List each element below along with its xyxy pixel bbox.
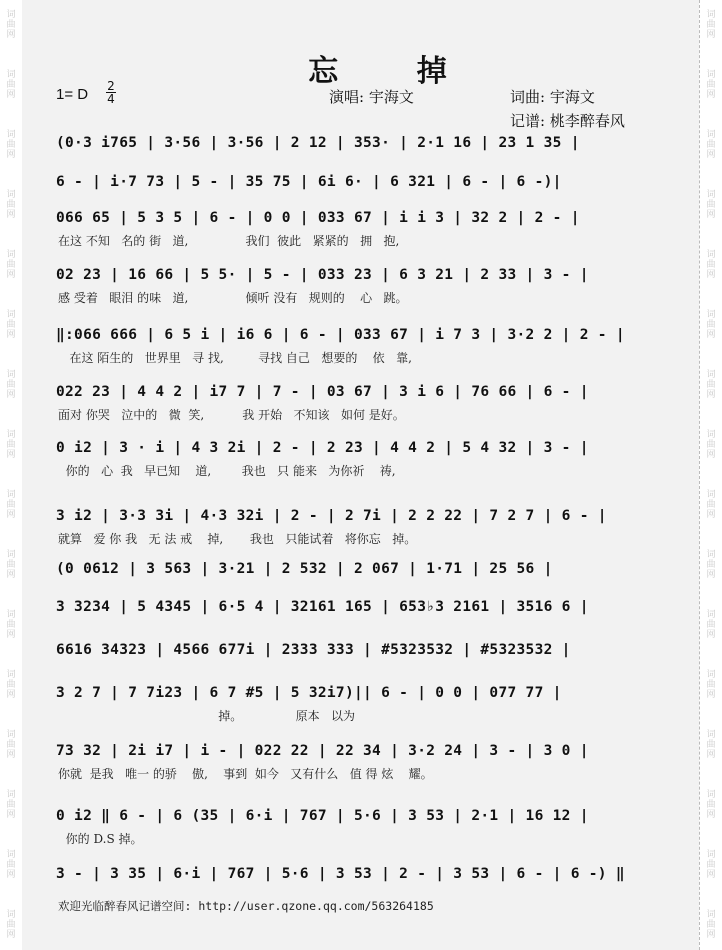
watermark-char: 曲 [706, 680, 716, 690]
watermark-char: 网 [6, 510, 16, 520]
watermark-char: 词 [6, 310, 16, 320]
watermark-char: 网 [706, 510, 716, 520]
lyric-line: 你就 是我 唯一 的骄 傲, 事到 如今 又有什么 值 得 炫 耀。 [58, 767, 433, 781]
footer-credit: 欢迎光临醉春风记谱空间: http://user.qzone.qq.com/563264185 [58, 899, 434, 913]
watermark-char: 曲 [706, 560, 716, 570]
watermark-text [700, 310, 722, 340]
notation-line: (0·3 i765 | 3·56 | 3·56 | 2 12 | 353· | 2·1 16 | 23 1 35 | [56, 135, 580, 151]
watermark-text [700, 850, 722, 880]
notation-line: 6616 34323 | 4566 677i | 2333 333 | #5323532 | #5323532 | [56, 642, 571, 658]
watermark-char: 网 [706, 450, 716, 460]
watermark-char: 网 [6, 750, 16, 760]
watermark-text [0, 10, 22, 40]
watermark-char: 曲 [706, 80, 716, 90]
watermark-char: 网 [706, 930, 716, 940]
watermark-text [700, 910, 722, 940]
song-title: 忘 掉 [308, 54, 481, 89]
watermark-char: 词 [6, 430, 16, 440]
watermark-char: 网 [706, 390, 716, 400]
watermark-char: 曲 [706, 380, 716, 390]
watermark-char: 网 [6, 570, 16, 580]
watermark-char: 曲 [6, 680, 16, 690]
watermark-char: 词 [6, 730, 16, 740]
watermark-char: 网 [706, 330, 716, 340]
score-sheet [22, 0, 699, 950]
watermark-char: 网 [706, 90, 716, 100]
lyric-line: 你的 D.S 掉。 [58, 832, 143, 846]
watermark-char: 曲 [6, 80, 16, 90]
watermark-text [0, 370, 22, 400]
watermark-char: 词 [706, 850, 716, 860]
notation-line: 0 i2 ‖ 6 - | 6 (35 | 6·i | 767 | 5·6 | 3 53 | 2·1 | 16 12 | [56, 808, 589, 824]
watermark-text [700, 550, 722, 580]
watermark-char: 曲 [706, 320, 716, 330]
watermark-text [700, 790, 722, 820]
watermark-char: 网 [706, 150, 716, 160]
watermark-text [0, 670, 22, 700]
watermark-char: 词 [6, 850, 16, 860]
watermark-text [0, 550, 22, 580]
watermark-char: 词 [6, 370, 16, 380]
watermark-text [700, 490, 722, 520]
watermark-char: 曲 [6, 620, 16, 630]
watermark-char: 曲 [706, 20, 716, 30]
watermark-char: 曲 [6, 200, 16, 210]
watermark-char: 曲 [6, 380, 16, 390]
watermark-char: 词 [706, 190, 716, 200]
watermark-char: 词 [706, 910, 716, 920]
watermark-char: 曲 [6, 800, 16, 810]
watermark-text [0, 850, 22, 880]
watermark-char: 曲 [706, 140, 716, 150]
watermark-text [0, 610, 22, 640]
watermark-text [700, 250, 722, 280]
watermark-text [700, 190, 722, 220]
right-watermark-strip [699, 0, 722, 950]
watermark-char: 曲 [706, 200, 716, 210]
watermark-char: 曲 [706, 440, 716, 450]
notation-line: 0 i2 | 3 · i | 4 3 2i | 2 - | 2 23 | 4 4 2 | 5 4 32 | 3 - | [56, 440, 589, 456]
watermark-char: 网 [706, 870, 716, 880]
watermark-char: 词 [6, 610, 16, 620]
watermark-char: 曲 [6, 440, 16, 450]
meter-bottom: 4 [107, 92, 115, 106]
watermark-char: 曲 [706, 860, 716, 870]
watermark-text [700, 370, 722, 400]
watermark-char: 曲 [6, 560, 16, 570]
watermark-text [0, 730, 22, 760]
watermark-char: 网 [706, 30, 716, 40]
watermark-char: 曲 [706, 260, 716, 270]
watermark-char: 词 [706, 670, 716, 680]
watermark-text [0, 430, 22, 460]
watermark-char: 网 [706, 570, 716, 580]
watermark-text [0, 490, 22, 520]
watermark-char: 曲 [706, 620, 716, 630]
watermark-text [0, 70, 22, 100]
watermark-char: 曲 [6, 320, 16, 330]
watermark-char: 网 [6, 330, 16, 340]
lyric-line: 面对 你哭 泣中的 微 笑, 我 开始 不知该 如何 是好。 [58, 408, 405, 422]
watermark-char: 曲 [706, 500, 716, 510]
watermark-char: 词 [706, 70, 716, 80]
notation-line: 066 65 | 5 3 5 | 6 - | 0 0 | 033 67 | i i 3 | 32 2 | 2 - | [56, 210, 580, 226]
lyric-line: 掉。 原本 以为 [58, 709, 356, 723]
watermark-text [700, 130, 722, 160]
watermark-char: 曲 [6, 740, 16, 750]
watermark-char: 曲 [6, 860, 16, 870]
watermark-text [700, 730, 722, 760]
watermark-char: 词 [706, 250, 716, 260]
lyric-line: 在这 不知 名的 街 道, 我们 彼此 紧紧的 拥 抱, [58, 234, 400, 248]
watermark-char: 网 [6, 630, 16, 640]
watermark-char: 词 [6, 190, 16, 200]
watermark-char: 网 [706, 210, 716, 220]
watermark-char: 词 [6, 490, 16, 500]
watermark-char: 词 [706, 550, 716, 560]
watermark-char: 网 [706, 750, 716, 760]
watermark-text [0, 790, 22, 820]
notation-line: 3 2 7 | 7 7i23 | 6 7 #5 | 5 32i7)|| 6 - | 0 0 | 077 77 | [56, 685, 562, 701]
composer-credit: 词曲: 宇海文 [510, 88, 595, 106]
transcriber-credit: 记谱: 桃李醉春风 [510, 112, 625, 130]
meter-top: 2 [107, 79, 115, 93]
watermark-char: 网 [706, 690, 716, 700]
watermark-char: 曲 [6, 140, 16, 150]
lyric-line: 感 受着 眼泪 的味 道, 倾听 没有 规则的 心 跳。 [58, 291, 408, 305]
watermark-char: 词 [706, 730, 716, 740]
watermark-char: 网 [6, 930, 16, 940]
watermark-char: 网 [6, 30, 16, 40]
singer-credit: 演唱: 宇海文 [329, 88, 414, 106]
watermark-char: 词 [706, 10, 716, 20]
watermark-char: 词 [6, 550, 16, 560]
time-signature [106, 80, 116, 105]
watermark-char: 曲 [6, 260, 16, 270]
watermark-text [700, 610, 722, 640]
watermark-char: 网 [6, 270, 16, 280]
watermark-char: 词 [706, 130, 716, 140]
notation-line: (0 0612 | 3 563 | 3·21 | 2 532 | 2 067 | 1·71 | 25 56 | [56, 561, 553, 577]
watermark-char: 词 [706, 610, 716, 620]
watermark-char: 网 [6, 810, 16, 820]
watermark-char: 词 [706, 430, 716, 440]
watermark-char: 曲 [706, 740, 716, 750]
watermark-char: 网 [706, 630, 716, 640]
watermark-char: 词 [6, 70, 16, 80]
watermark-char: 曲 [6, 920, 16, 930]
notation-line: 02 23 | 16 66 | 5 5· | 5 - | 033 23 | 6 3 21 | 2 33 | 3 - | [56, 267, 589, 283]
watermark-char: 曲 [706, 800, 716, 810]
watermark-char: 网 [6, 150, 16, 160]
watermark-char: 网 [6, 390, 16, 400]
notation-line: 73 32 | 2i i7 | i - | 022 22 | 22 34 | 3·2 24 | 3 - | 3 0 | [56, 743, 589, 759]
watermark-char: 曲 [706, 920, 716, 930]
notation-line: ‖:066 666 | 6 5 i | i6 6 | 6 - | 033 67 | i 7 3 | 3·2 2 | 2 - | [56, 327, 625, 343]
lyric-line: 你的 心 我 早已知 道, 我也 只 能来 为你祈 祷, [58, 464, 396, 478]
watermark-char: 网 [706, 810, 716, 820]
watermark-text [0, 130, 22, 160]
watermark-text [0, 190, 22, 220]
lyric-line: 在这 陌生的 世界里 寻 找, 寻找 自己 想要的 依 靠, [58, 351, 412, 365]
watermark-text [0, 910, 22, 940]
watermark-text [700, 670, 722, 700]
watermark-char: 词 [6, 790, 16, 800]
watermark-char: 词 [706, 490, 716, 500]
watermark-char: 曲 [6, 20, 16, 30]
watermark-char: 曲 [6, 500, 16, 510]
watermark-char: 词 [6, 910, 16, 920]
left-watermark-strip [0, 0, 23, 950]
lyric-line: 就算 爱 你 我 无 法 戒 掉, 我也 只能试着 将你忘 掉。 [58, 532, 417, 546]
watermark-text [700, 10, 722, 40]
notation-line: 3 i2 | 3·3 3i | 4·3 32i | 2 - | 2 7i | 2 2 22 | 7 2 7 | 6 - | [56, 508, 607, 524]
notation-line: 6 - | i·7 73 | 5 - | 35 75 | 6i 6· | 6 321 | 6 - | 6 -)| [56, 174, 562, 190]
watermark-text [700, 430, 722, 460]
watermark-char: 网 [706, 270, 716, 280]
watermark-char: 网 [6, 210, 16, 220]
notation-line: 3 - | 3 35 | 6·i | 767 | 5·6 | 3 53 | 2 - | 3 53 | 6 - | 6 -) ‖ [56, 866, 625, 882]
watermark-char: 网 [6, 870, 16, 880]
watermark-text [0, 310, 22, 340]
watermark-char: 词 [706, 370, 716, 380]
watermark-char: 词 [6, 670, 16, 680]
watermark-char: 词 [6, 10, 16, 20]
watermark-char: 网 [6, 90, 16, 100]
notation-line: 022 23 | 4 4 2 | i7 7 | 7 - | 03 67 | 3 i 6 | 76 66 | 6 - | [56, 384, 589, 400]
watermark-text [0, 250, 22, 280]
watermark-char: 词 [706, 790, 716, 800]
notation-line: 3 3234 | 5 4345 | 6·5 4 | 32161 165 | 653♭3 2161 | 3516 6 | [56, 599, 589, 615]
watermark-char: 网 [6, 690, 16, 700]
watermark-char: 词 [6, 130, 16, 140]
watermark-char: 词 [6, 250, 16, 260]
watermark-char: 词 [706, 310, 716, 320]
key-signature: 1= D [56, 86, 89, 103]
watermark-char: 网 [6, 450, 16, 460]
